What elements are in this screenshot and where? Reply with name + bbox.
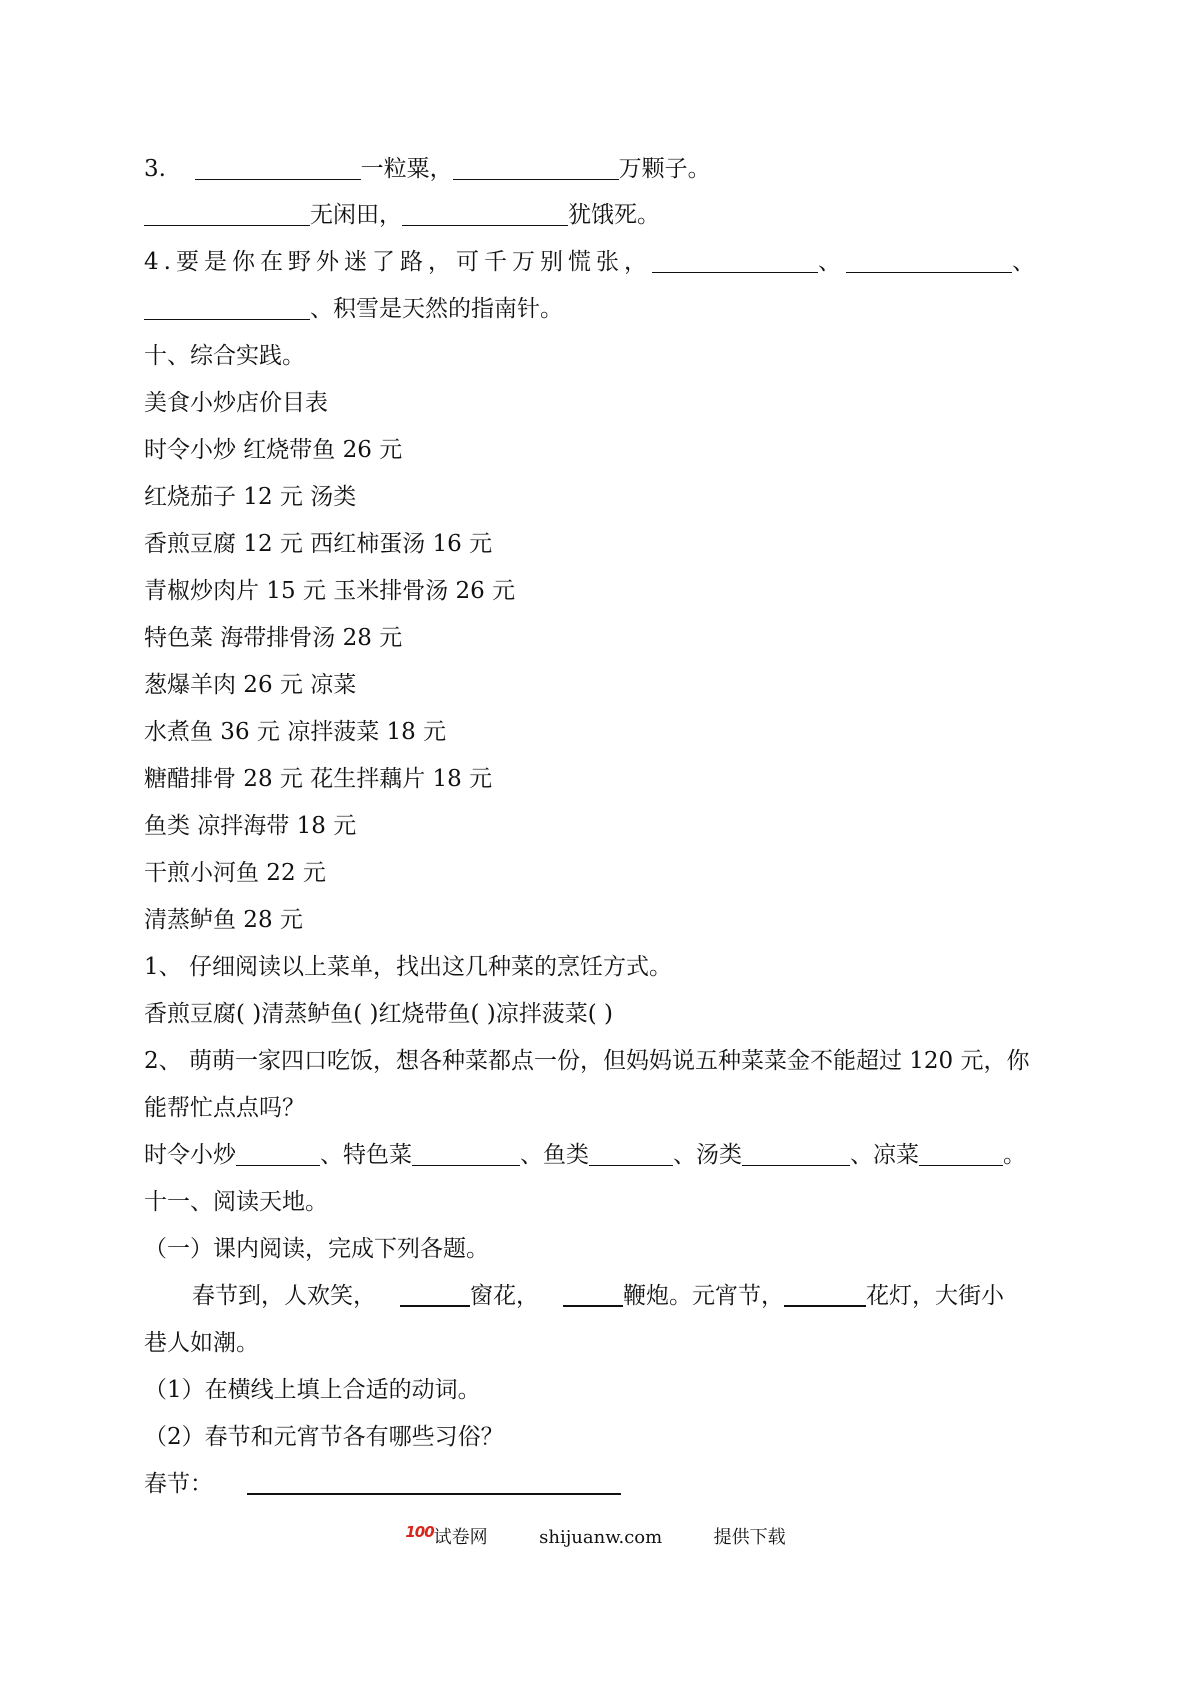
question-2-answer	[144, 1135, 1026, 1175]
menu-line: 红烧茄子 12 元 汤类	[144, 484, 357, 510]
answer-blank[interactable]	[453, 153, 619, 180]
answer-blank[interactable]	[236, 1139, 320, 1166]
answer-blank[interactable]	[400, 1279, 470, 1307]
answer-blank[interactable]	[144, 199, 310, 226]
q4-line2	[144, 289, 563, 329]
passage-text: 窗花，	[470, 1283, 539, 1309]
answer-label: 春节：	[144, 1471, 213, 1497]
q3-phrase4: 犹饿死。	[568, 202, 660, 228]
menu-line: 香煎豆腐 12 元 西红柿蛋汤 16 元	[144, 531, 493, 557]
answer-blank[interactable]	[144, 293, 310, 320]
answer-blank[interactable]	[784, 1279, 866, 1307]
menu-line: 特色菜 海带排骨汤 28 元	[144, 625, 403, 651]
answer-blank[interactable]	[563, 1279, 623, 1307]
page-footer	[0, 1524, 1191, 1552]
category-label: 时令小炒	[144, 1142, 236, 1168]
menu-line: 干煎小河鱼 22 元	[144, 860, 326, 886]
site-url[interactable]: shijuanw.com	[539, 1527, 663, 1548]
q3-line1	[144, 149, 711, 189]
q4-tail: 、积雪是天然的指南针。	[310, 296, 563, 322]
menu-line: 葱爆羊肉 26 元 凉菜	[144, 672, 357, 698]
q4-sep: 、	[817, 249, 846, 275]
logo-text: 试卷网	[433, 1527, 488, 1548]
answer-blank[interactable]	[919, 1139, 1003, 1166]
section11-heading: 十一、阅读天地。	[144, 1189, 328, 1215]
menu-line: 时令小炒 红烧带鱼 26 元	[144, 437, 403, 463]
category-label: 、凉菜	[850, 1142, 919, 1168]
menu-line: 糖醋排骨 28 元 花生拌藕片 18 元	[144, 766, 493, 792]
footer-note: 提供下载	[713, 1527, 786, 1548]
passage-text: 花灯，大街小	[866, 1283, 1004, 1309]
q3-phrase2: 万颗子。	[618, 156, 711, 182]
question-1-answer-line[interactable]: 香煎豆腐( )清蒸鲈鱼( )红烧带鱼( )凉拌菠菜( )	[144, 1001, 614, 1027]
question-2-line1: 2、 萌萌一家四口吃饭，想各种菜都点一份，但妈妈说五种菜菜金不能超过 120 元，你	[144, 1048, 1030, 1074]
sub-question-1: （1）在横线上填上合适的动词。	[144, 1377, 481, 1403]
menu-line: 鱼类 凉拌海带 18 元	[144, 813, 357, 839]
section10-heading: 十、综合实践。	[144, 343, 305, 369]
passage-text: 春节到，人欢笑，	[192, 1283, 376, 1309]
q3-phrase3: 无闲田，	[310, 202, 402, 228]
q3-number: 3.	[144, 156, 166, 182]
sub-question-2: （2）春节和元宵节各有哪些习俗？	[144, 1424, 504, 1450]
menu-line: 青椒炒肉片 15 元 玉米排骨汤 26 元	[144, 578, 516, 604]
answer-blank[interactable]	[742, 1139, 850, 1166]
category-label: 、特色菜	[320, 1142, 412, 1168]
q3-line2	[144, 195, 660, 235]
answer-blank[interactable]	[846, 246, 1012, 273]
passage-text: 鞭炮。元宵节，	[623, 1283, 784, 1309]
answer-blank[interactable]	[589, 1139, 673, 1166]
reading-part-1: （一）课内阅读，完成下列各题。	[144, 1236, 489, 1262]
site-logo	[405, 1523, 493, 1548]
answer-blank[interactable]	[247, 1467, 621, 1495]
answer-blank[interactable]	[412, 1139, 520, 1166]
passage-line1	[192, 1276, 1004, 1316]
q4-line1	[144, 242, 1040, 282]
logo-number: 100	[405, 1523, 434, 1541]
answer-blank[interactable]	[652, 246, 818, 273]
menu-title: 美食小炒店价目表	[144, 390, 328, 416]
menu-line: 水煮鱼 36 元 凉拌菠菜 18 元	[144, 719, 447, 745]
answer-blank[interactable]	[195, 153, 361, 180]
category-label: 、汤类	[673, 1142, 742, 1168]
q4-sep: 、	[1011, 249, 1040, 275]
q3-phrase1: 一粒粟，	[360, 156, 453, 182]
end-mark: 。	[1003, 1142, 1026, 1168]
menu-line: 清蒸鲈鱼 28 元	[144, 907, 303, 933]
q4-lead: 4.要是你在野外迷了路，可千万别慌张，	[144, 249, 652, 275]
spring-festival-answer	[144, 1464, 621, 1504]
category-label: 、鱼类	[520, 1142, 589, 1168]
question-2-line2: 能帮忙点点吗？	[144, 1095, 305, 1121]
answer-blank[interactable]	[402, 199, 568, 226]
passage-line2: 巷人如潮。	[144, 1330, 259, 1356]
question-1: 1、 仔细阅读以上菜单，找出这几种菜的烹饪方式。	[144, 954, 672, 980]
